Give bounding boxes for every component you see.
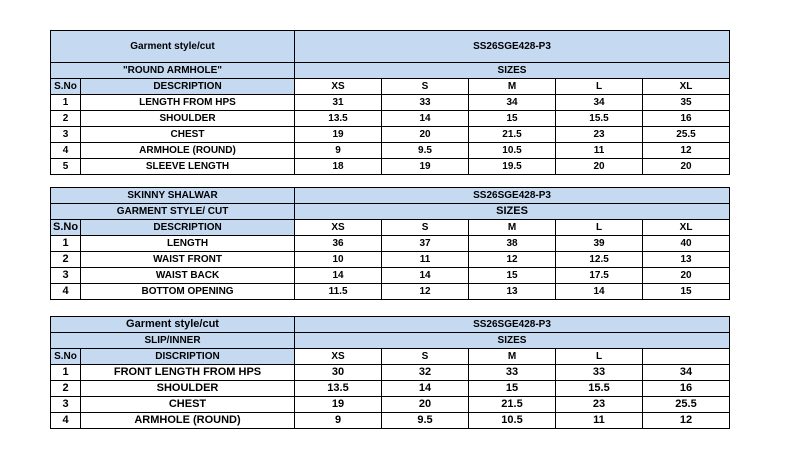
row-number: 2	[51, 252, 81, 268]
measurement-cell: 33	[469, 365, 556, 381]
size-header: S	[382, 349, 469, 365]
sno-header: S.No	[51, 349, 81, 365]
measurement-cell: 36	[295, 236, 382, 252]
measurement-cell: 20	[382, 127, 469, 143]
description-header: DESCRIPTION	[81, 220, 295, 236]
row-description: ARMHOLE (ROUND)	[81, 143, 295, 159]
measurement-cell: 21.5	[469, 127, 556, 143]
description-header: DESCRIPTION	[81, 79, 295, 95]
slip-inner-spec-table	[50, 316, 730, 429]
row-number: 3	[51, 268, 81, 284]
row-number: 2	[51, 381, 81, 397]
row-description: LENGTH	[81, 236, 295, 252]
row-description: CHEST	[81, 127, 295, 143]
measurement-cell: 16	[643, 111, 730, 127]
measurement-cell: 13.5	[295, 111, 382, 127]
table-row	[51, 95, 730, 111]
measurement-cell: 25.5	[643, 397, 730, 413]
measurement-cell: 14	[382, 381, 469, 397]
measurement-cell: 11.5	[295, 284, 382, 300]
garment-style-title: SKINNY SHALWAR	[51, 188, 295, 204]
measurement-cell: 12	[643, 413, 730, 429]
measurement-cell: 35	[643, 95, 730, 111]
measurement-cell: 34	[643, 365, 730, 381]
measurement-cell: 18	[295, 159, 382, 175]
sno-header: S.No	[51, 79, 81, 95]
measurement-cell: 19	[295, 397, 382, 413]
row-description: CHEST	[81, 397, 295, 413]
table-row	[51, 365, 730, 381]
row-description: SLEEVE LENGTH	[81, 159, 295, 175]
measurement-cell: 15	[469, 268, 556, 284]
measurement-cell: 19.5	[469, 159, 556, 175]
size-header	[643, 349, 730, 365]
measurement-cell: 38	[469, 236, 556, 252]
size-header: M	[469, 349, 556, 365]
row-number: 1	[51, 236, 81, 252]
measurement-cell: 39	[556, 236, 643, 252]
measurement-cell: 10.5	[469, 143, 556, 159]
sno-header: S.No	[51, 220, 81, 236]
measurement-cell: 13	[643, 252, 730, 268]
measurement-cell: 34	[469, 95, 556, 111]
measurement-cell: 9.5	[382, 413, 469, 429]
row-description: BOTTOM OPENING	[81, 284, 295, 300]
measurement-cell: 12	[643, 143, 730, 159]
measurement-cell: 37	[382, 236, 469, 252]
table-row	[51, 236, 730, 252]
measurement-cell: 15	[469, 381, 556, 397]
size-header: S	[382, 79, 469, 95]
measurement-cell: 17.5	[556, 268, 643, 284]
measurement-cell: 14	[295, 268, 382, 284]
measurement-cell: 16	[643, 381, 730, 397]
garment-style-title: Garment style/cut	[51, 317, 295, 333]
measurement-cell: 13.5	[295, 381, 382, 397]
table-row	[51, 397, 730, 413]
measurement-cell: 15	[469, 111, 556, 127]
row-description: LENGTH FROM HPS	[81, 95, 295, 111]
row-description: ARMHOLE (ROUND)	[81, 413, 295, 429]
size-header: M	[469, 79, 556, 95]
row-number: 2	[51, 111, 81, 127]
table-row	[51, 268, 730, 284]
measurement-cell: 9	[295, 413, 382, 429]
measurement-cell: 10	[295, 252, 382, 268]
table-row	[51, 143, 730, 159]
skinny-shalwar-spec-table	[50, 187, 730, 300]
measurement-cell: 40	[643, 236, 730, 252]
measurement-cell: 11	[556, 143, 643, 159]
table-row	[51, 127, 730, 143]
measurement-cell: 12	[469, 252, 556, 268]
measurement-cell: 12.5	[556, 252, 643, 268]
sizes-label: SIZES	[295, 333, 730, 349]
measurement-cell: 15.5	[556, 381, 643, 397]
size-header: XL	[643, 79, 730, 95]
sizes-label: SIZES	[295, 63, 730, 79]
garment-style-title: Garment style/cut	[51, 31, 295, 63]
measurement-cell: 20	[643, 159, 730, 175]
measurement-cell: 31	[295, 95, 382, 111]
measurement-cell: 23	[556, 127, 643, 143]
measurement-cell: 20	[382, 397, 469, 413]
table-subtitle: SLIP/INNER	[51, 333, 295, 349]
size-header: XS	[295, 349, 382, 365]
measurement-cell: 25.5	[643, 127, 730, 143]
measurement-cell: 19	[295, 127, 382, 143]
size-header: XL	[643, 220, 730, 236]
row-number: 1	[51, 95, 81, 111]
measurement-cell: 33	[556, 365, 643, 381]
column-header-row	[51, 220, 730, 236]
size-header: XS	[295, 79, 382, 95]
measurement-cell: 14	[556, 284, 643, 300]
measurement-cell: 10.5	[469, 413, 556, 429]
size-header: L	[556, 349, 643, 365]
row-number: 4	[51, 413, 81, 429]
size-header: L	[556, 220, 643, 236]
style-code: SS26SGE428-P3	[295, 317, 730, 333]
table-row	[51, 381, 730, 397]
measurement-cell: 20	[556, 159, 643, 175]
row-description: SHOULDER	[81, 381, 295, 397]
size-header: L	[556, 79, 643, 95]
size-header: M	[469, 220, 556, 236]
measurement-cell: 23	[556, 397, 643, 413]
row-description: WAIST FRONT	[81, 252, 295, 268]
measurement-cell: 11	[382, 252, 469, 268]
measurement-cell: 20	[643, 268, 730, 284]
row-number: 3	[51, 397, 81, 413]
row-description: WAIST BACK	[81, 268, 295, 284]
measurement-cell: 9.5	[382, 143, 469, 159]
row-number: 1	[51, 365, 81, 381]
row-number: 4	[51, 284, 81, 300]
measurement-cell: 15	[643, 284, 730, 300]
measurement-cell: 15.5	[556, 111, 643, 127]
measurement-cell: 11	[556, 413, 643, 429]
measurement-cell: 13	[469, 284, 556, 300]
measurement-cell: 21.5	[469, 397, 556, 413]
column-header-row	[51, 79, 730, 95]
measurement-cell: 12	[382, 284, 469, 300]
measurement-cell: 33	[382, 95, 469, 111]
row-number: 5	[51, 159, 81, 175]
measurement-cell: 32	[382, 365, 469, 381]
row-number: 3	[51, 127, 81, 143]
column-header-row	[51, 349, 730, 365]
sizes-label: SIZES	[295, 204, 730, 220]
row-number: 4	[51, 143, 81, 159]
table-subtitle: GARMENT STYLE/ CUT	[51, 204, 295, 220]
measurement-cell: 14	[382, 111, 469, 127]
table-row	[51, 413, 730, 429]
measurement-cell: 34	[556, 95, 643, 111]
style-code: SS26SGE428-P3	[295, 188, 730, 204]
table-row	[51, 252, 730, 268]
row-description: SHOULDER	[81, 111, 295, 127]
measurement-cell: 30	[295, 365, 382, 381]
table-row	[51, 284, 730, 300]
round-armhole-spec-table	[50, 30, 730, 175]
description-header: DISCRIPTION	[81, 349, 295, 365]
table-subtitle: "ROUND ARMHOLE"	[51, 63, 295, 79]
measurement-cell: 14	[382, 268, 469, 284]
measurement-cell: 19	[382, 159, 469, 175]
table-row	[51, 159, 730, 175]
size-header: XS	[295, 220, 382, 236]
table-row	[51, 111, 730, 127]
style-code: SS26SGE428-P3	[295, 31, 730, 63]
row-description: FRONT LENGTH FROM HPS	[81, 365, 295, 381]
size-header: S	[382, 220, 469, 236]
measurement-cell: 9	[295, 143, 382, 159]
